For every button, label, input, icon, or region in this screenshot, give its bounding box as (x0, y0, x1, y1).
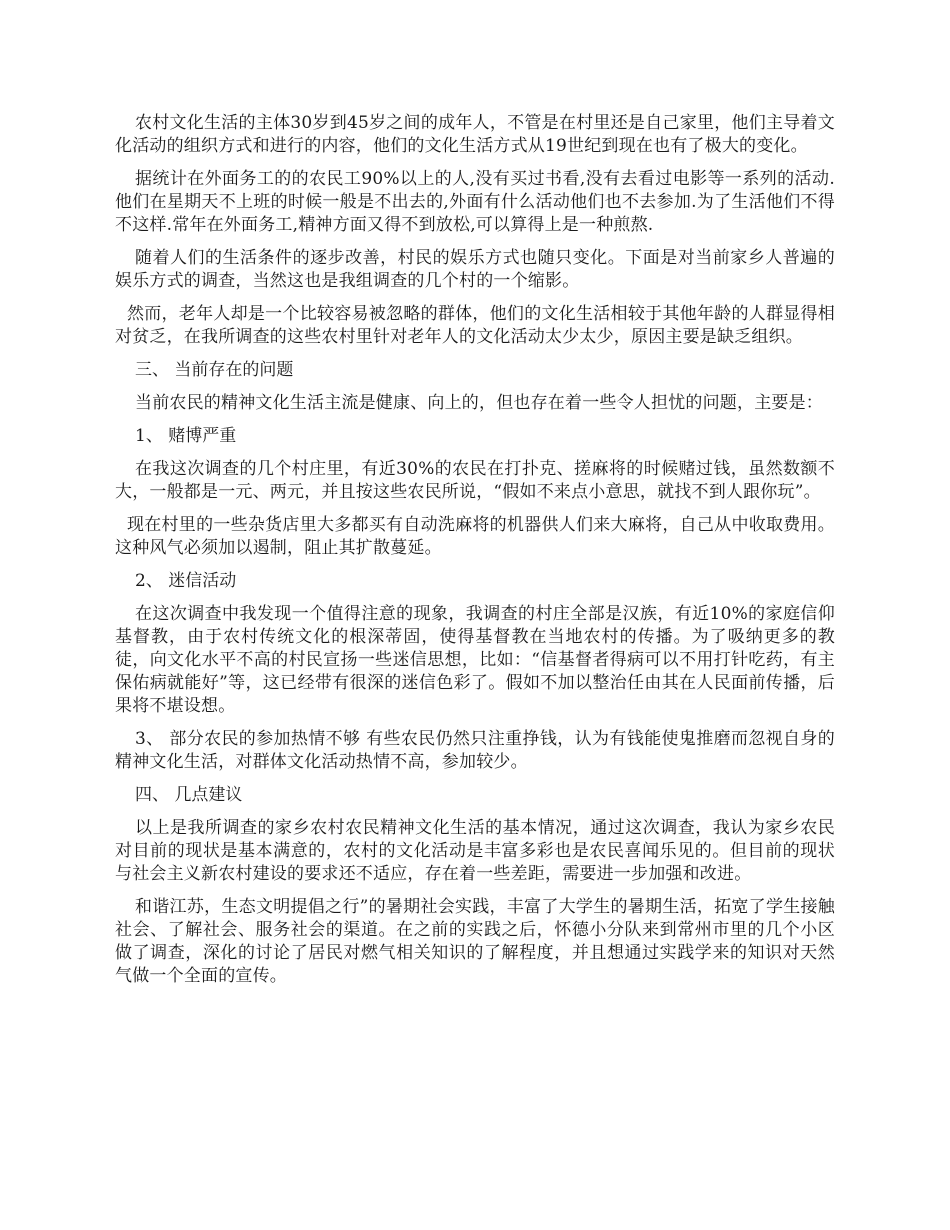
subheading-gambling: 1、 赌博严重 (135, 426, 237, 446)
document-body (115, 112, 835, 998)
paragraph-survey-summary: 以上是我所调查的家乡农村农民精神文化生活的基本情况，通过这次调查，我认为家乡农民对目前的现状是基本满意的，农村的文化活动是丰富多彩也是农民喜闻乐见的。但目前的现状与社会主义新农村建设的要求还不适应，存在着一些差距，需要进一步加强和改进。 (115, 818, 835, 884)
paragraph-migrant-workers: 据统计在外面务工的的农民工90%以上的人,没有买过书看,没有去看过电影等一系列的活动.他们在星期天不上班的时候一般是不出去的,外面有什么活动他们也不去参加.为了生活他们不得不这样.常年在外面务工,精神方面又得不到放松,可以算得上是一种煎熬. (115, 169, 835, 235)
section-heading-suggestions: 四、 几点建议 (135, 785, 243, 805)
paragraph-mahjong-machines: 现在村里的一些杂货店里大多都买有自动洗麻将的机器供人们来大麻将，自己从中收取费用。这种风气必须加以遏制，阻止其扩散蔓延。 (115, 515, 835, 558)
paragraph-rural-culture-adults: 农村文化生活的主体30岁到45岁之间的成年人，不管是在村里还是自己家里，他们主导着文化活动的组织方式和进行的内容，他们的文化生活方式从19世纪到现在也有了极大的变化。 (115, 113, 835, 156)
paragraph-social-practice: 和谐江苏，生态文明提倡之行”的暑期社会实践，丰富了大学生的暑期生活，拓宽了学生接触社会、了解社会、服务社会的渠道。在之前的实践之后，怀德小分队来到常州市里的几个小区做了调查，深化的讨论了居民对燃气相关知识的了解程度，并且想通过实践学来的知识对天然气做一个全面的宣传。 (115, 897, 835, 986)
paragraph-participation: 3、 部分农民的参加热情不够 有些农民仍然只注重挣钱，认为有钱能使鬼推磨而忽视自身的精神文化生活，对群体文化活动热情不高，参加较少。 (115, 729, 835, 772)
paragraph-problems-intro: 当前农民的精神文化生活主流是健康、向上的，但也存在着一些令人担忧的问题，主要是： (135, 393, 823, 413)
subheading-superstition: 2、 迷信活动 (135, 571, 237, 591)
paragraph-entertainment-change: 随着人们的生活条件的逐步改善，村民的娱乐方式也随只变化。下面是对当前家乡人普遍的娱乐方式的调查，当然这也是我组调查的几个村的一个缩影。 (115, 248, 835, 291)
paragraph-gambling: 在我这次调查的几个村庄里，有近30%的农民在打扑克、搓麻将的时候赌过钱，虽然数额不大，一般都是一元、两元，并且按这些农民所说，“假如不来点小意思，就找不到人跟你玩”。 (115, 459, 835, 502)
paragraph-superstition: 在这次调查中我发现一个值得注意的现象，我调查的村庄全部是汉族，有近10%的家庭信仰基督教，由于农村传统文化的根深蒂固，使得基督教在当地农村的传播。为了吸纳更多的教徒，向文化水平不高的村民宣扬一些迷信思想，比如：“信基督者得病可以不用打针吃药，有主保佑病就能好”等，这已经带有很深的迷信色彩了。假如不加以整治任由其在人民面前传播，后果将不堪设想。 (115, 604, 835, 716)
paragraph-elderly: 然而，老年人却是一个比较容易被忽略的群体，他们的文化生活相较于其他年龄的人群显得相对贫乏，在我所调查的这些农村里针对老年人的文化活动太少太少，原因主要是缺乏组织。 (115, 304, 835, 347)
section-heading-problems: 三、 当前存在的问题 (135, 360, 294, 380)
